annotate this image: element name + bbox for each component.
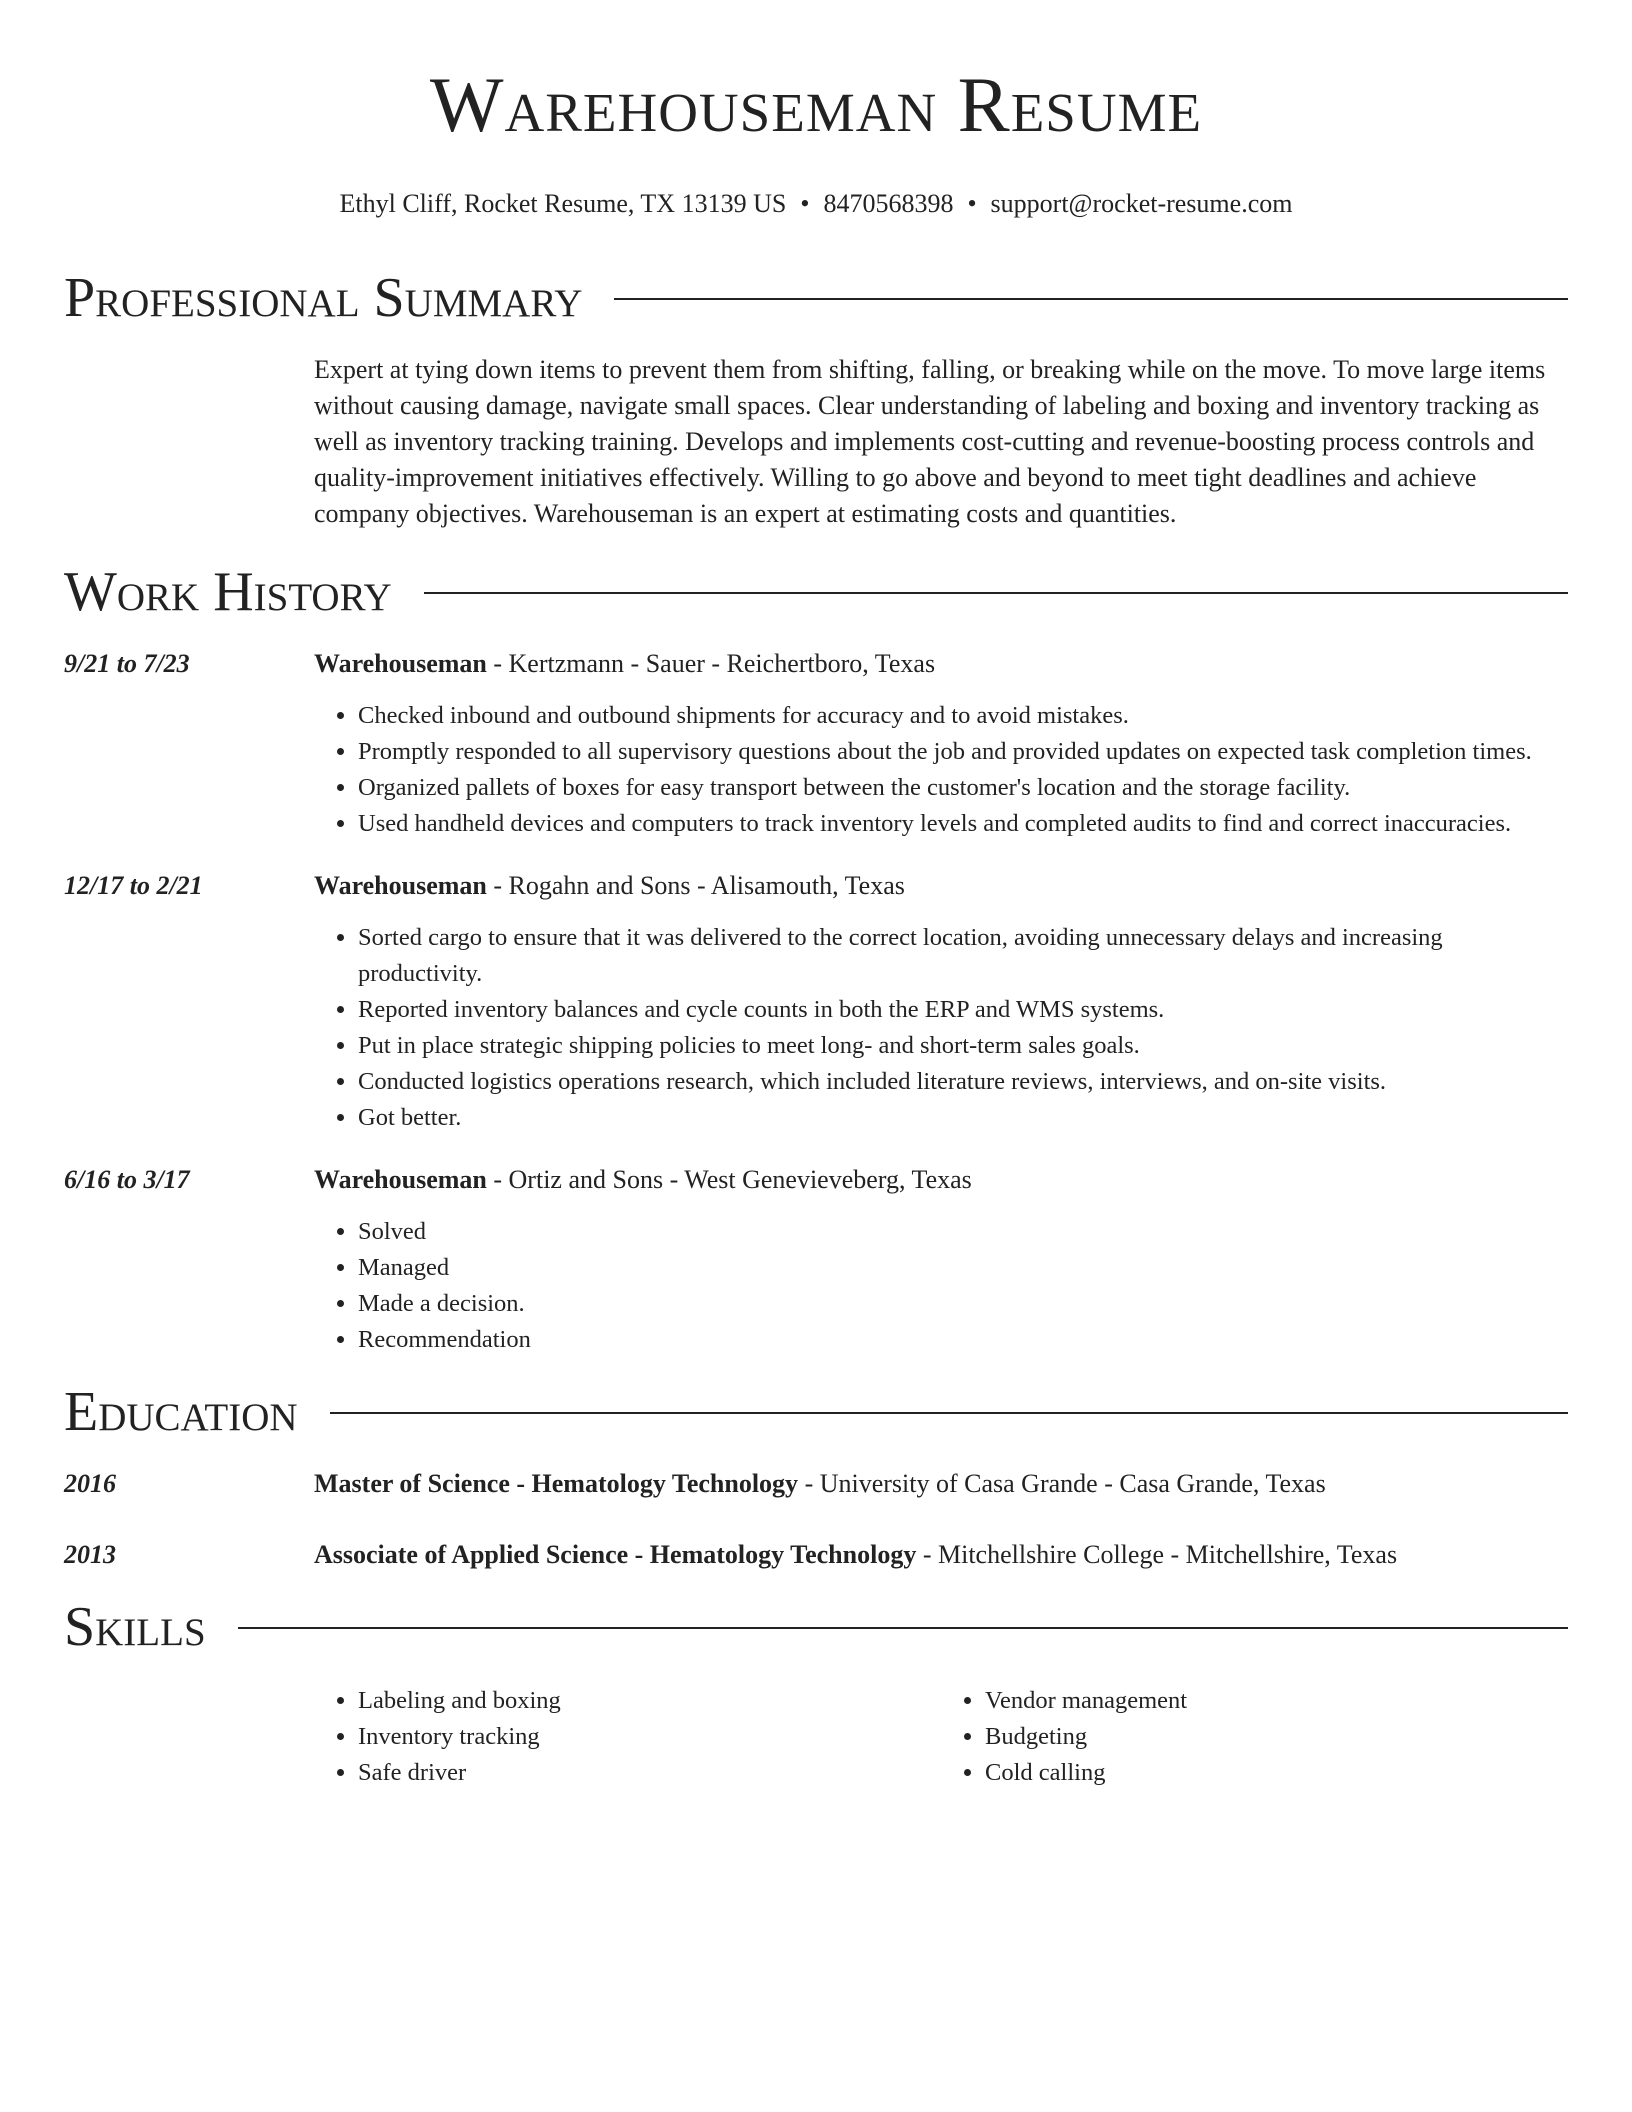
job-title: Warehouseman	[314, 649, 487, 678]
job-bullets	[314, 1214, 1568, 1358]
education-entry	[64, 1537, 1568, 1573]
education-school: - Mitchellshire College - Mitchellshire, Texas	[916, 1540, 1398, 1569]
section-title-education: Education	[64, 1381, 298, 1443]
education-body	[314, 1466, 1568, 1502]
job-bullet: • Put in place strategic shipping policies to meet long- and short-term sales goals.	[358, 1028, 1568, 1064]
job-bullet: • Organized pallets of boxes for easy transport between the customer's location and the storage facility.	[358, 770, 1568, 806]
skill-item: • Budgeting	[985, 1719, 1568, 1755]
education-degree: Master of Science - Hematology Technology	[314, 1469, 799, 1498]
job-bullet: • Recommendation	[358, 1322, 1568, 1358]
job-bullet: • Checked inbound and outbound shipments for accuracy and to avoid mistakes.	[358, 698, 1568, 734]
job-bullet: • Solved	[358, 1214, 1568, 1250]
job-dates: 9/21 to 7/23	[64, 649, 190, 678]
contact-separator: •	[967, 189, 977, 218]
skills-grid	[314, 1683, 1568, 1791]
contact-separator: •	[800, 189, 810, 218]
skills-row	[64, 1659, 1568, 1791]
contact-address: Ethyl Cliff, Rocket Resume, TX 13139 US	[339, 189, 787, 218]
job-header	[314, 868, 1568, 904]
job-body	[314, 868, 1568, 1136]
job-bullet: • Used handheld devices and computers to track inventory levels and completed audits to find and correct inaccuracies.	[358, 806, 1568, 842]
skill-item: • Inventory tracking	[358, 1719, 941, 1755]
job-bullet: • Promptly responded to all supervisory questions about the job and provided updates on expected task completion times.	[358, 734, 1568, 770]
section-heading-summary	[64, 266, 1568, 330]
section-heading-skills	[64, 1595, 1568, 1659]
job-entry	[64, 646, 1568, 842]
job-bullet: • Got better.	[358, 1100, 1568, 1136]
contact-email: support@rocket-resume.com	[990, 189, 1293, 218]
skill-item: • Cold calling	[985, 1755, 1568, 1791]
work-history-list	[64, 646, 1568, 1358]
summary-text: Expert at tying down items to prevent them from shifting, falling, or breaking while on the move. To move large items without causing damage, navigate small spaces. Clear understanding of labeling and boxing and inventory tracking as well as inventory tracking training. Develops and implements cost-cutting and revenue-boosting process controls and quality-improvement initiatives effectively. Willing to go above and beyond to meet tight deadlines and achieve company objectives. Warehouseman is an expert at estimating costs and quantities.	[314, 355, 1546, 528]
job-bullets	[314, 698, 1568, 842]
education-year: 2013	[64, 1540, 116, 1569]
job-header	[314, 646, 1568, 682]
job-dates: 6/16 to 3/17	[64, 1165, 190, 1194]
job-bullet: • Managed	[358, 1250, 1568, 1286]
job-dates: 12/17 to 2/21	[64, 871, 203, 900]
skill-item: • Vendor management	[985, 1683, 1568, 1719]
job-title: Warehouseman	[314, 871, 487, 900]
job-employer: - Rogahn and Sons - Alisamouth, Texas	[486, 871, 905, 900]
job-bullets	[314, 920, 1568, 1136]
section-title-work-history: Work History	[64, 561, 392, 623]
education-body	[314, 1537, 1568, 1573]
education-entry	[64, 1466, 1568, 1502]
job-employer: - Ortiz and Sons - West Genevieveberg, Texas	[486, 1165, 972, 1194]
section-title-skills: Skills	[64, 1596, 206, 1658]
job-body	[314, 1162, 1568, 1358]
resume-title: Warehouseman Resume	[429, 61, 1203, 148]
education-degree: Associate of Applied Science - Hematology Technology	[314, 1540, 917, 1569]
job-employer: - Kertzmann - Sauer - Reichertboro, Texas	[486, 649, 936, 678]
skill-item: • Safe driver	[358, 1755, 941, 1791]
section-divider	[330, 1412, 1568, 1414]
section-heading-education	[64, 1380, 1568, 1444]
job-bullet: • Made a decision.	[358, 1286, 1568, 1322]
job-entry	[64, 868, 1568, 1136]
skills-list-right	[941, 1683, 1568, 1791]
summary-row	[64, 330, 1568, 532]
job-entry	[64, 1162, 1568, 1358]
section-divider	[614, 298, 1568, 300]
contact-phone: 8470568398	[823, 189, 954, 218]
skills-list-left	[314, 1683, 941, 1791]
skill-item: • Labeling and boxing	[358, 1683, 941, 1719]
section-heading-work-history	[64, 560, 1568, 624]
job-bullet: • Sorted cargo to ensure that it was delivered to the correct location, avoiding unnecessary delays and increasing productivity.	[358, 920, 1568, 992]
job-title: Warehouseman	[314, 1165, 487, 1194]
section-title-summary: Professional Summary	[64, 267, 583, 329]
contact-line	[64, 186, 1568, 222]
section-divider	[238, 1627, 1568, 1629]
job-header	[314, 1162, 1568, 1198]
education-year: 2016	[64, 1469, 116, 1498]
section-divider	[424, 592, 1568, 594]
education-school: - University of Casa Grande - Casa Grande, Texas	[798, 1469, 1326, 1498]
skills-body	[314, 1659, 1568, 1791]
job-bullet: • Reported inventory balances and cycle counts in both the ERP and WMS systems.	[358, 992, 1568, 1028]
job-bullet: • Conducted logistics operations research, which included literature reviews, interviews, and on-site visits.	[358, 1064, 1568, 1100]
job-body	[314, 646, 1568, 842]
